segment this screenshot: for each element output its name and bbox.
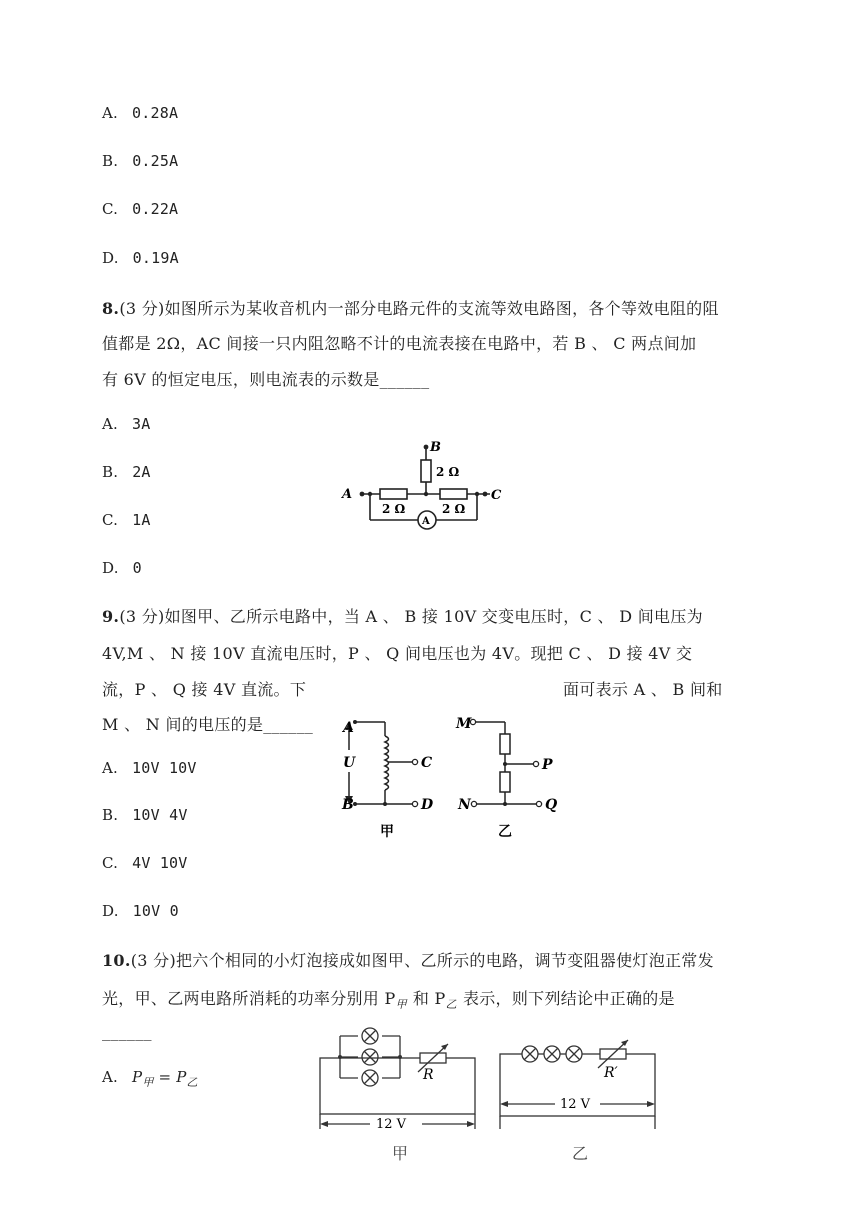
subscript-yi: 乙: [445, 998, 457, 1012]
q8-line-2: 值都是 2Ω，AC 间接一只内阻忽略不计的电流表接在电路中，若 B 、 C 两点间加: [102, 334, 697, 353]
option-value: 0.25A: [132, 152, 179, 170]
coil: [385, 736, 389, 790]
option-label: A.: [102, 1068, 119, 1086]
resistor: [500, 772, 510, 792]
resistor-right-label: 2 Ω: [442, 502, 466, 516]
q9-line-4: M 、 N 间的电压的是______: [102, 715, 314, 734]
option-b[interactable]: [102, 463, 151, 481]
option-c[interactable]: [102, 854, 188, 872]
option-a[interactable]: [102, 104, 178, 122]
option-b[interactable]: [102, 806, 188, 824]
label-n: N: [458, 797, 471, 813]
option-a[interactable]: [102, 759, 197, 777]
question-text: 如图甲、乙所示电路中，当 A 、 B 接 10V 交变电压时，C 、 D 间电压为: [164, 607, 703, 626]
option-value: 10V 4V: [132, 806, 188, 824]
node-a-label: A: [342, 487, 353, 502]
option-label: A.: [102, 759, 119, 777]
option-label: C.: [102, 854, 119, 872]
option-value: 0.19A: [132, 249, 179, 267]
label-u: U: [343, 755, 356, 771]
option-value: 3A: [132, 415, 151, 433]
option-label: D.: [102, 559, 119, 577]
option-value: 10V 0: [132, 902, 179, 920]
q10-line-1: [102, 948, 714, 971]
q8-circuit-diagram: [330, 436, 510, 536]
caption-yi: 乙: [572, 1144, 589, 1163]
option-p: P: [176, 1068, 187, 1086]
option-label: C.: [102, 200, 119, 218]
node-c-label: C: [491, 488, 502, 503]
caption-jia: 甲: [392, 1144, 409, 1163]
rheostat-r-prime-label: R′: [604, 1065, 618, 1081]
question-number: 10.: [102, 951, 131, 970]
caption-yi: 乙: [498, 824, 512, 840]
option-equals: =: [153, 1068, 177, 1086]
option-p: P: [132, 1068, 143, 1086]
node-dot: [368, 492, 372, 496]
circuit-jia-loop: [320, 1058, 475, 1114]
label-b: B: [342, 797, 354, 813]
q9-line-2: 4V,M 、 N 接 10V 直流电压时，P 、 Q 间电压也为 4V。现把 C 、 D 接 4V 交: [102, 644, 693, 663]
resistor-top-label: 2 Ω: [436, 465, 460, 479]
subscript-jia: 甲: [395, 998, 407, 1012]
node-dot: [475, 492, 479, 496]
node-dot: [360, 492, 365, 497]
option-label: A.: [102, 415, 119, 433]
label-p: P: [542, 757, 553, 773]
rheostat-r-label: R: [423, 1067, 434, 1083]
question-score: (3 分): [119, 607, 165, 626]
option-label: B.: [102, 463, 119, 481]
option-c[interactable]: [102, 200, 178, 218]
caption-jia: 甲: [380, 824, 394, 840]
option-label: D.: [102, 902, 119, 920]
resistor-left: [380, 489, 407, 499]
q10-circuit-diagram: [310, 1024, 670, 1164]
subscript-jia: 甲: [142, 1076, 154, 1089]
question-text: 把六个相同的小灯泡接成如图甲、乙所示的电路，调节变阻器使灯泡正常发: [176, 951, 714, 970]
label-m: M: [456, 716, 472, 732]
option-value: 0.22A: [132, 200, 179, 218]
option-label: B.: [102, 152, 119, 170]
question-score: (3 分): [119, 299, 165, 318]
option-value: 2A: [132, 463, 151, 481]
option-value: 4V 10V: [132, 854, 188, 872]
question-text: 如图所示为某收音机内一部分电路元件的支流等效电路图，各个等效电阻的阻: [164, 299, 719, 318]
question-score: (3 分): [130, 951, 176, 970]
option-d[interactable]: [102, 559, 142, 577]
option-a[interactable]: [102, 415, 150, 433]
node-dot: [424, 445, 429, 450]
question-number: 8.: [102, 299, 120, 318]
resistor: [500, 734, 510, 754]
resistor-left-label: 2 Ω: [382, 502, 406, 516]
option-value: 0.28A: [132, 104, 179, 122]
option-d[interactable]: [102, 902, 179, 920]
option-label: C.: [102, 511, 119, 529]
q9-circuit-diagram: [330, 712, 570, 847]
voltage-right-label: 12 V: [560, 1097, 591, 1112]
option-c[interactable]: [102, 511, 151, 529]
question-text: 表示，则下列结论中正确的是: [462, 989, 675, 1008]
q9-line-1: [102, 604, 703, 627]
option-b[interactable]: [102, 152, 178, 170]
question-text: 和 P: [412, 989, 446, 1008]
q10-line-2: [102, 986, 675, 1012]
option-d[interactable]: [102, 249, 179, 267]
ammeter-label: A: [422, 516, 430, 527]
label-q: Q: [545, 797, 558, 813]
option-label: B.: [102, 806, 119, 824]
question-text: 光，甲、乙两电路所消耗的功率分别用 P: [102, 989, 396, 1008]
option-a[interactable]: [102, 1068, 198, 1090]
resistor-top: [421, 460, 431, 482]
option-label: A.: [102, 104, 119, 122]
q9-line-3a: 流，P 、 Q 接 4V 直流。下: [102, 680, 307, 699]
node-dot: [424, 492, 428, 496]
subscript-yi: 乙: [186, 1076, 198, 1089]
label-a: A: [343, 720, 354, 736]
node-b-label: B: [430, 440, 441, 455]
label-c: C: [421, 755, 433, 771]
option-label: D.: [102, 249, 119, 267]
q8-line-1: [102, 296, 719, 319]
voltage-left-label: 12 V: [376, 1117, 407, 1132]
q8-line-3: 有 6V 的恒定电压，则电流表的示数是______: [102, 370, 430, 389]
q10-line-3: ______: [102, 1022, 152, 1041]
option-value: 0: [132, 559, 142, 577]
question-number: 9.: [102, 607, 120, 626]
label-d: D: [421, 797, 434, 813]
option-value: 1A: [132, 511, 151, 529]
resistor-right: [440, 489, 467, 499]
node-dot: [483, 492, 488, 497]
q9-line-3b: 面可表示 A 、 B 间和: [563, 680, 723, 699]
option-value: 10V 10V: [132, 759, 197, 777]
